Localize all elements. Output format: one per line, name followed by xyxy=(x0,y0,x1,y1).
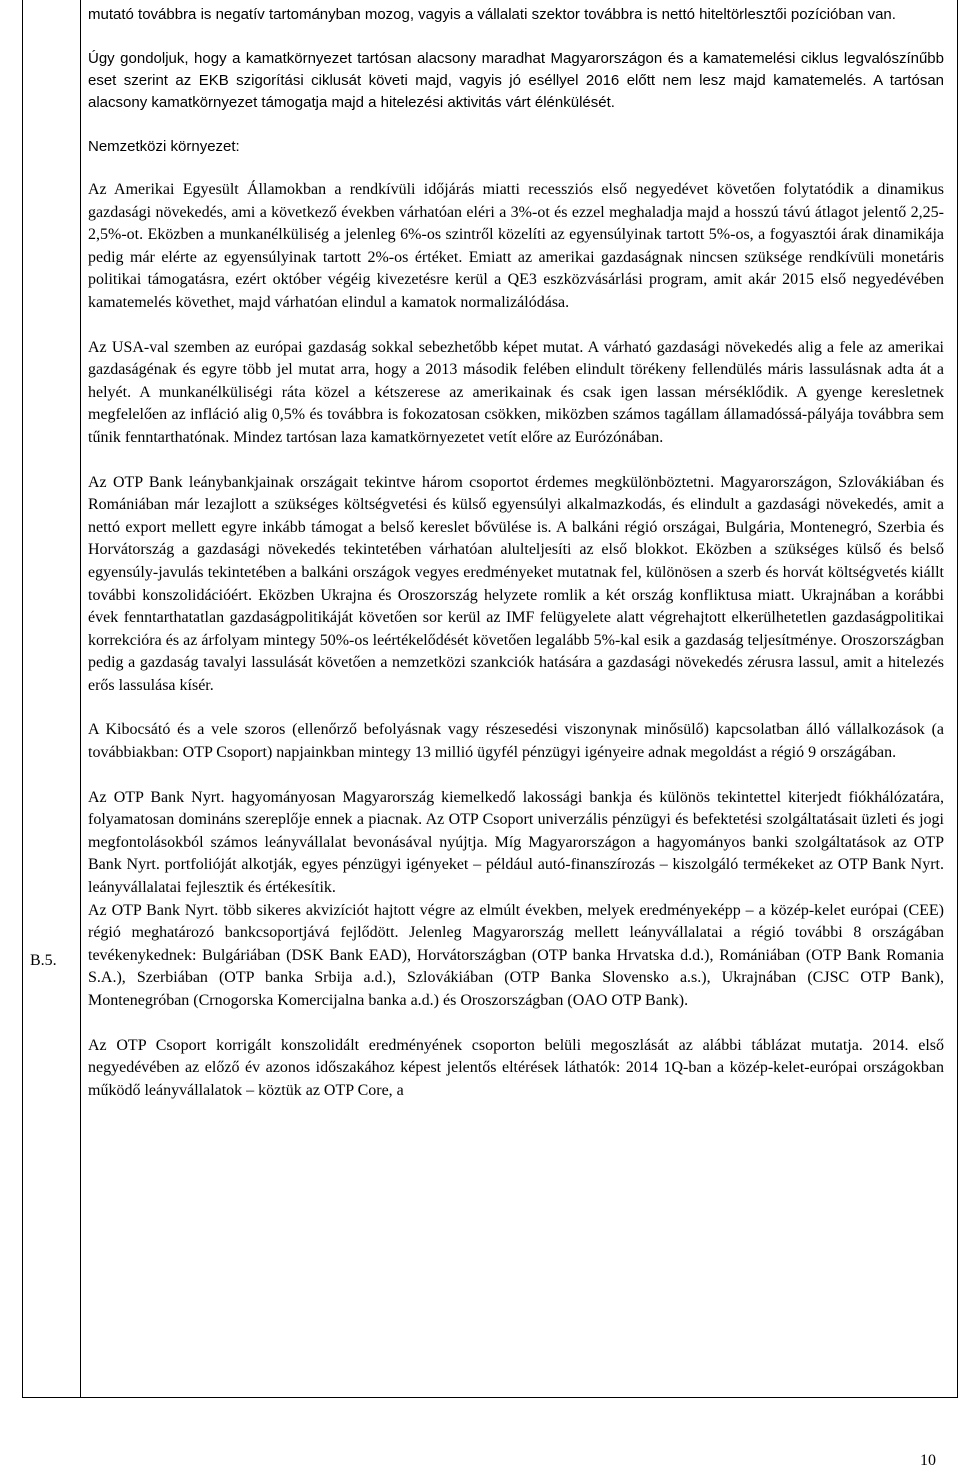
paragraph-interest-outlook: Úgy gondoljuk, hogy a kamatkörnyezet tartósan alacsony maradhat Magyarországon és a kamatemelési ciklus legvalószínűbb eset szerint az EKB szigorítási ciklusát követi majd, vagyis jó eséllyel 2016 előtt nem lesz majd kamatemelés. A tartósan alacsony kamatkörnyezet támogatja majd a hitelezési aktivitás várt élénkülését. xyxy=(88,50,944,111)
content-column xyxy=(88,4,944,1102)
paragraph-usa: Az Amerikai Egyesült Államokban a rendkívüli időjárás miatti recessziós első negyedévet követően folytatódik a dinamikus gazdasági növekedés, ami a következő években várhatóan eléri a 3%-ot és ezzel meghaladja majd a hosszú távú átlagot jelentő 2,25-2,5%-ot. Eközben a munkanélküliség a jelenleg 6%-os szintről közelíti az egyensúlyinak tartott 5%-os, a fogyasztói árak dinamikája pedig már elérte az egyensúlyinak tartott 2%-os értéket. Emiatt az amerikai gazdaságnak nincsen szüksége rendkívüli monetáris politikai támogatásra, ezért október végéig kivezetésre kerül a QE3 eszközvásárlási program, amit akár 2015 első negyedévében kamatemelés követhet, majd várhatóan elindul a kamatok normalizálódása. xyxy=(88,181,944,311)
page-number: 10 xyxy=(920,1452,936,1469)
paragraph-subsidiaries: Az OTP Bank leánybankjainak országait tekintve három csoportot érdemes megkülönböztetni. Magyarországon, Szlovákiában és Romániában már lezajlott a szükséges költségvetési és külső egyensúlyi alkalmazkodás, és elindult a gazdasági növekedés, amit a nettó export mellett egyre inkább támogat a belső kereslet bővülése is. A balkáni régió országai, Bulgária, Montenegró, Szerbia és Horvátország a gazdasági növekedés tekintetében várhatóan alulteljesíti az első blokkot. Eközben a szükséges külső és belső egyensúly-javulás tekintetében a balkáni országok vegyes eredményeket mutatnak fel, különösen a szerb és horvát költségvetés kiállt további konszolidációért. Eközben Ukrajna és Oroszország helyzete romlik a két ország konfliktusa miatt. Ukrajnában a korábbi évek fenntarthatatlan gazdaságpolitikáját követően sor kerül az IMF felügyelete alatt végrehajtott elkerülhetetlen gazdaságpolitikai korrekcióra és az árfolyam mintegy 50%-os leértékelődését követően legalább 5%-kal esik a gazdaság teljesítménye. Oroszországban pedig a gazdaság tavalyi lassulását követően a nemzetközi szankciók hatására a gazdasági növekedés zérusra lassul, amit a hitelezés erős lassulása kísér. xyxy=(88,473,944,694)
heading-international-environment: Nemzetközi környezet: xyxy=(88,138,240,155)
paragraph-results: Az OTP Csoport korrigált konszolidált eredményének csoporton belüli megoszlását az alábbi táblázat mutatja. 2014. első negyedévében az előző év azonos időszakához képest jelentős eltérések láthatók: 2014 1Q-ban a közép-kelet-európai országokban működő leányvállalatok – köztük az OTP Core, a xyxy=(88,1036,944,1099)
section-label: B.5. xyxy=(30,952,57,969)
paragraph-europe: Az USA-val szemben az európai gazdaság sokkal sebezhetőbb képet mutat. A várható gazdasági növekedés alig a fele az amerikai gazdaságénak és egyre több jel mutat arra, hogy a 2013 második felében elindult törékeny fellendülés máris lassulásnak adta át a helyét. A munkanélküliségi ráta közel a kétszerese az amerikainak és csak igen lassan mérséklődik. A gyenge keresletnek megfelelően az infláció alig 0,5% és továbbra is fokozatosan csökken, miközben számos tagállam államadóssá-pályája továbbra sem tűnik fenntarthatónak. Mindez tartósan laza kamatkörnyezetet vetít előre az Eurózónában. xyxy=(88,338,944,446)
paragraph-b5-intro: A Kibocsátó és a vele szoros (ellenőrző befolyásnak vagy részesedési viszonynak minősülő) kapcsolatban álló vállalkozások (a továbbiakban: OTP Csoport) napjainkban mintegy 13 millió ügyfél pénzügyi igényeire adnak megoldást a régió 9 országában. xyxy=(88,721,944,762)
paragraph-continuation: mutató továbbra is negatív tartományban mozog, vagyis a vállalati szektor továbbra is nettó hiteltörlesztői pozícióban van. xyxy=(88,6,896,23)
paragraph-otp-bank: Az OTP Bank Nyrt. hagyományosan Magyarország kiemelkedő lakossági bankja és különös tekintettel kiterjedt fiókhálózatára, folyamatosan domináns szereplője ennek a piacnak. Az OTP Csoport univerzális pénzügyi és befektetési szolgáltatásait üzleti és jogi megfontolásokból számos leányvállalat bevonásával nyújtja. Míg Magyarországon a hagyományos banki szolgáltatások az OTP Bank Nyrt. portfolióját alkotják, egyes pénzügyi igényeket – például autó-finanszírozás – kiszolgáló termékeket az OTP Bank Nyrt. leányvállalatai fejlesztik és értékesítik. xyxy=(88,788,944,897)
paragraph-acquisitions: Az OTP Bank Nyrt. több sikeres akvizíciót hajtott végre az elmúlt években, melyek eredményeképp – a közép-kelet európai (CEE) régió meghatározó bankcsoportjává fejlődött. Jelenleg Magyarország mellett leányvállalatai a régió további 8 országában tevékenykednek: Bulgáriában (DSK Bank EAD), Horvátországban (OTP banka Hrvatska d.d.), Romániában (OTP Bank Romania S.A.), Szerbiában (OTP banka Srbija a.d.), Szlovákiában (OTP Banka Slovensko a.s.), Ukrajnában (CJSC OTP Bank), Montenegróban (Crnogorska Komercijalna banka a.d.) és Oroszországban (OAO OTP Bank). xyxy=(88,901,944,1009)
column-divider xyxy=(80,0,81,1398)
